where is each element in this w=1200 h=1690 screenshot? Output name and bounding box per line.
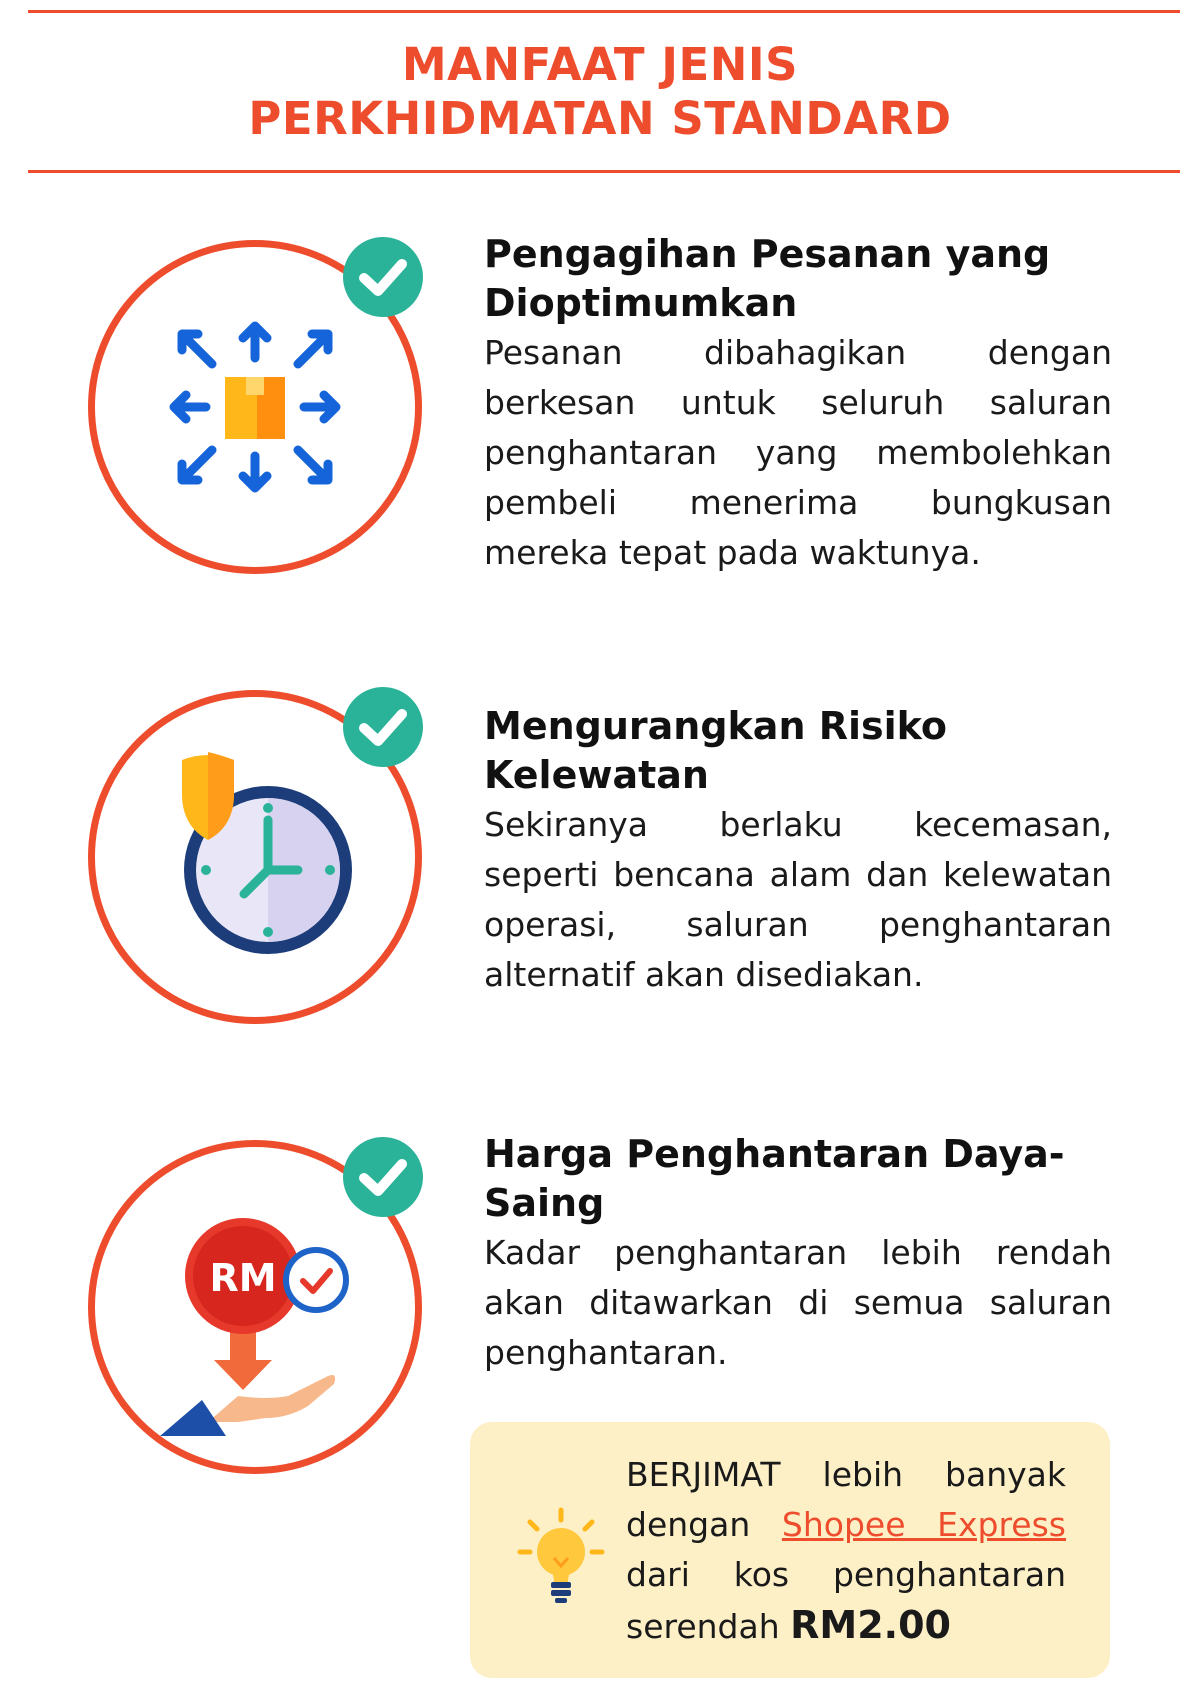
benefit-text	[484, 702, 1112, 1000]
price-badge-text: RM	[209, 1256, 277, 1300]
page-title-line2: PERKHIDMATAN STANDARD	[248, 92, 952, 145]
benefit-heading: Mengurangkan Risiko Kelewatan	[484, 704, 948, 797]
tip-price: RM2.00	[790, 1603, 951, 1647]
benefit-icon-frame	[88, 1140, 438, 1490]
check-icon	[340, 1134, 426, 1220]
benefit-heading: Harga Penghantaran Daya-Saing	[484, 1132, 1065, 1225]
price-drop-hand-icon	[148, 1200, 388, 1440]
shopee-express-link[interactable]: Shopee Express	[781, 1505, 1066, 1544]
tip-text-middle: dari kos penghantaran serendah	[626, 1555, 1066, 1646]
shield-clock-icon	[148, 750, 368, 970]
page-title	[0, 38, 1200, 146]
savings-tip-text	[626, 1450, 1066, 1652]
page-title-line1: MANFAAT JENIS	[401, 38, 799, 91]
benefit-icon-frame	[88, 690, 438, 1040]
lightbulb-icon	[516, 1506, 606, 1606]
top-divider	[28, 10, 1180, 13]
benefit-text	[484, 1130, 1112, 1378]
package-distribution-icon	[160, 312, 350, 502]
benefit-description: Kadar penghantaran lebih rendah akan ditawarkan di semua saluran penghantaran.	[484, 1233, 1112, 1372]
savings-tip-box	[470, 1422, 1110, 1678]
check-icon	[340, 234, 426, 320]
benefit-icon-frame	[88, 240, 438, 590]
check-icon	[340, 684, 426, 770]
benefit-text	[484, 230, 1112, 578]
benefit-description: Sekiranya berlaku kecemasan, seperti bencana alam dan kelewatan operasi, saluran penghantaran alternatif akan disediakan.	[484, 805, 1112, 994]
benefit-heading: Pengagihan Pesanan yang Dioptimumkan	[484, 232, 1051, 325]
bottom-divider	[28, 170, 1180, 173]
tip-text-before: BERJIMAT lebih banyak dengan	[626, 1455, 1066, 1544]
benefit-description: Pesanan dibahagikan dengan berkesan untuk seluruh saluran penghantaran yang membolehkan pembeli menerima bungkusan mereka tepat pada waktunya.	[484, 333, 1112, 572]
